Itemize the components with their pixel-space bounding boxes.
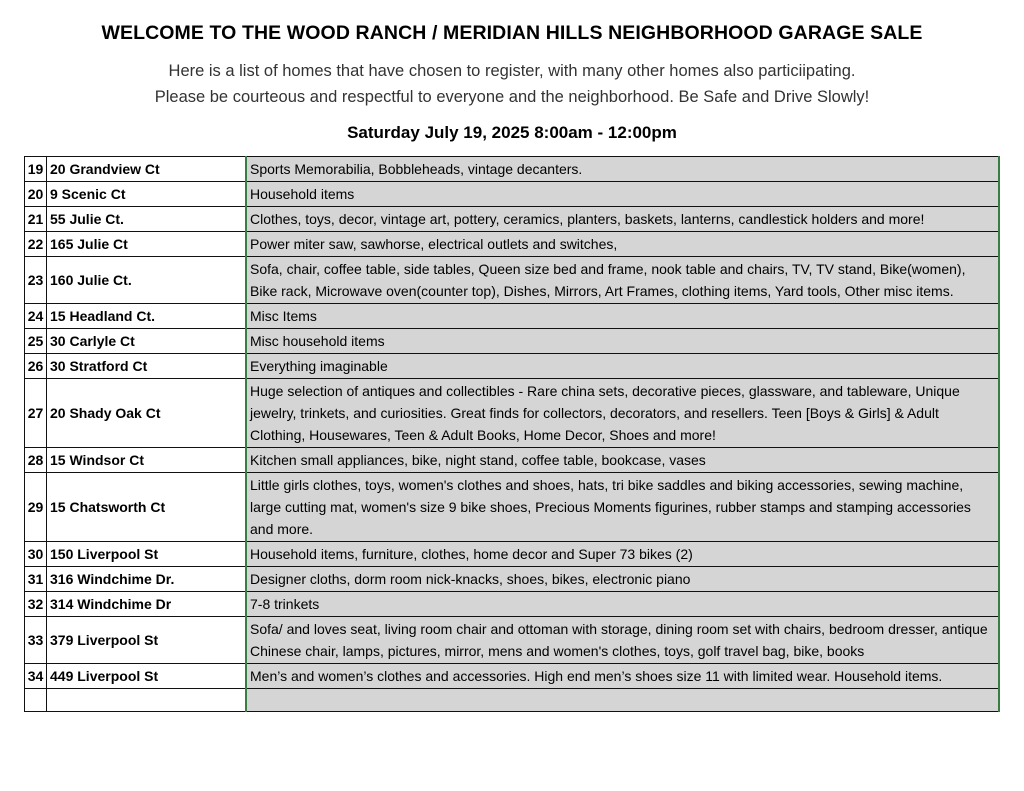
home-address: 449 Liverpool St <box>47 664 247 689</box>
entry-number: 25 <box>25 329 47 354</box>
entry-number: 21 <box>25 207 47 232</box>
home-address: 20 Shady Oak Ct <box>47 379 247 448</box>
sale-items: Power miter saw, sawhorse, electrical outlets and switches, <box>246 232 999 257</box>
sale-items: Sofa, chair, coffee table, side tables, Queen size bed and frame, nook table and chairs, TV, TV stand, Bike(women), Bike rack, Microwave oven(counter top), Dishes, Mirrors, Art Frames, clothing items, Yard tools, Other misc items. <box>246 257 999 304</box>
entry-number: 24 <box>25 304 47 329</box>
table-row <box>25 448 1000 473</box>
home-address: 150 Liverpool St <box>47 542 247 567</box>
home-address: 30 Stratford Ct <box>47 354 247 379</box>
sale-items: 7-8 trinkets <box>246 592 999 617</box>
entry-number: 32 <box>25 592 47 617</box>
garage-sale-table <box>24 156 1000 712</box>
entry-number: 27 <box>25 379 47 448</box>
home-address: 15 Windsor Ct <box>47 448 247 473</box>
sale-items: Misc Items <box>246 304 999 329</box>
table-row <box>25 473 1000 542</box>
entry-number: 19 <box>25 157 47 182</box>
table-row <box>25 182 1000 207</box>
table-row <box>25 617 1000 664</box>
table-row <box>25 592 1000 617</box>
entry-number: 20 <box>25 182 47 207</box>
sale-items: Misc household items <box>246 329 999 354</box>
table-row <box>25 567 1000 592</box>
table-row <box>25 329 1000 354</box>
table-row <box>25 304 1000 329</box>
home-address: 15 Chatsworth Ct <box>47 473 247 542</box>
table-row-partial <box>25 689 1000 712</box>
home-address: 165 Julie Ct <box>47 232 247 257</box>
home-address: 314 Windchime Dr <box>47 592 247 617</box>
home-address: 9 Scenic Ct <box>47 182 247 207</box>
table-row <box>25 257 1000 304</box>
sale-items: Huge selection of antiques and collectibles - Rare china sets, decorative pieces, glassware, and tableware, Unique jewelry, trinkets, and curiosities. Great finds for collectors, decorators, and resellers. Teen [Boys & Girls] & Adult Clothing, Housewares, Teen & Adult Books, Home Decor, Shoes and more! <box>246 379 999 448</box>
home-address: 30 Carlyle Ct <box>47 329 247 354</box>
table-row <box>25 664 1000 689</box>
entry-number: 31 <box>25 567 47 592</box>
entry-number: 29 <box>25 473 47 542</box>
sale-items: Clothes, toys, decor, vintage art, pottery, ceramics, planters, baskets, lanterns, candlestick holders and more! <box>246 207 999 232</box>
entry-number: 23 <box>25 257 47 304</box>
entry-number: 34 <box>25 664 47 689</box>
subtitle-line-2: Please be courteous and respectful to everyone and the neighborhood. Be Safe and Drive Slowly! <box>154 88 870 106</box>
home-address: 55 Julie Ct. <box>47 207 247 232</box>
table-row <box>25 379 1000 448</box>
home-address: 160 Julie Ct. <box>47 257 247 304</box>
entry-number: 28 <box>25 448 47 473</box>
table-row <box>25 207 1000 232</box>
entry-number: 26 <box>25 354 47 379</box>
home-address: 15 Headland Ct. <box>47 304 247 329</box>
entry-number: 30 <box>25 542 47 567</box>
home-address: 379 Liverpool St <box>47 617 247 664</box>
sale-items: Little girls clothes, toys, women's clothes and shoes, hats, tri bike saddles and biking accessories, sewing machine, large cutting mat, women's size 9 bike shoes, Precious Moments figurines, rubber stamps and stamping accessories and more. <box>246 473 999 542</box>
table-row <box>25 354 1000 379</box>
sale-items: Household items <box>246 182 999 207</box>
home-address: 316 Windchime Dr. <box>47 567 247 592</box>
page-title: WELCOME TO THE WOOD RANCH / MERIDIAN HILLS NEIGHBORHOOD GARAGE SALE <box>101 22 923 44</box>
sale-items: Sofa/ and loves seat, living room chair and ottoman with storage, dining room set with chairs, bedroom dresser, antique Chinese chair, lamps, pictures, mirror, mens and women's clothes, toys, golf travel bag, bike, books <box>246 617 999 664</box>
home-address: 20 Grandview Ct <box>47 157 247 182</box>
event-date: Saturday July 19, 2025 8:00am - 12:00pm <box>347 123 677 142</box>
sale-items: Kitchen small appliances, bike, night stand, coffee table, bookcase, vases <box>246 448 999 473</box>
sale-items: Household items, furniture, clothes, home decor and Super 73 bikes (2) <box>246 542 999 567</box>
entry-number: 33 <box>25 617 47 664</box>
table-row <box>25 542 1000 567</box>
sale-items: Designer cloths, dorm room nick-knacks, shoes, bikes, electronic piano <box>246 567 999 592</box>
entry-number: 22 <box>25 232 47 257</box>
sale-items: Sports Memorabilia, Bobbleheads, vintage decanters. <box>246 157 999 182</box>
table-row <box>25 157 1000 182</box>
sale-items: Men’s and women’s clothes and accessories. High end men’s shoes size 11 with limited wear. Household items. <box>246 664 999 689</box>
sale-items: Everything imaginable <box>246 354 999 379</box>
table-row <box>25 232 1000 257</box>
subtitle-line-1: Here is a list of homes that have chosen to register, with many other homes also particiipating. <box>168 62 856 80</box>
garage-sale-table-container <box>24 156 1000 767</box>
